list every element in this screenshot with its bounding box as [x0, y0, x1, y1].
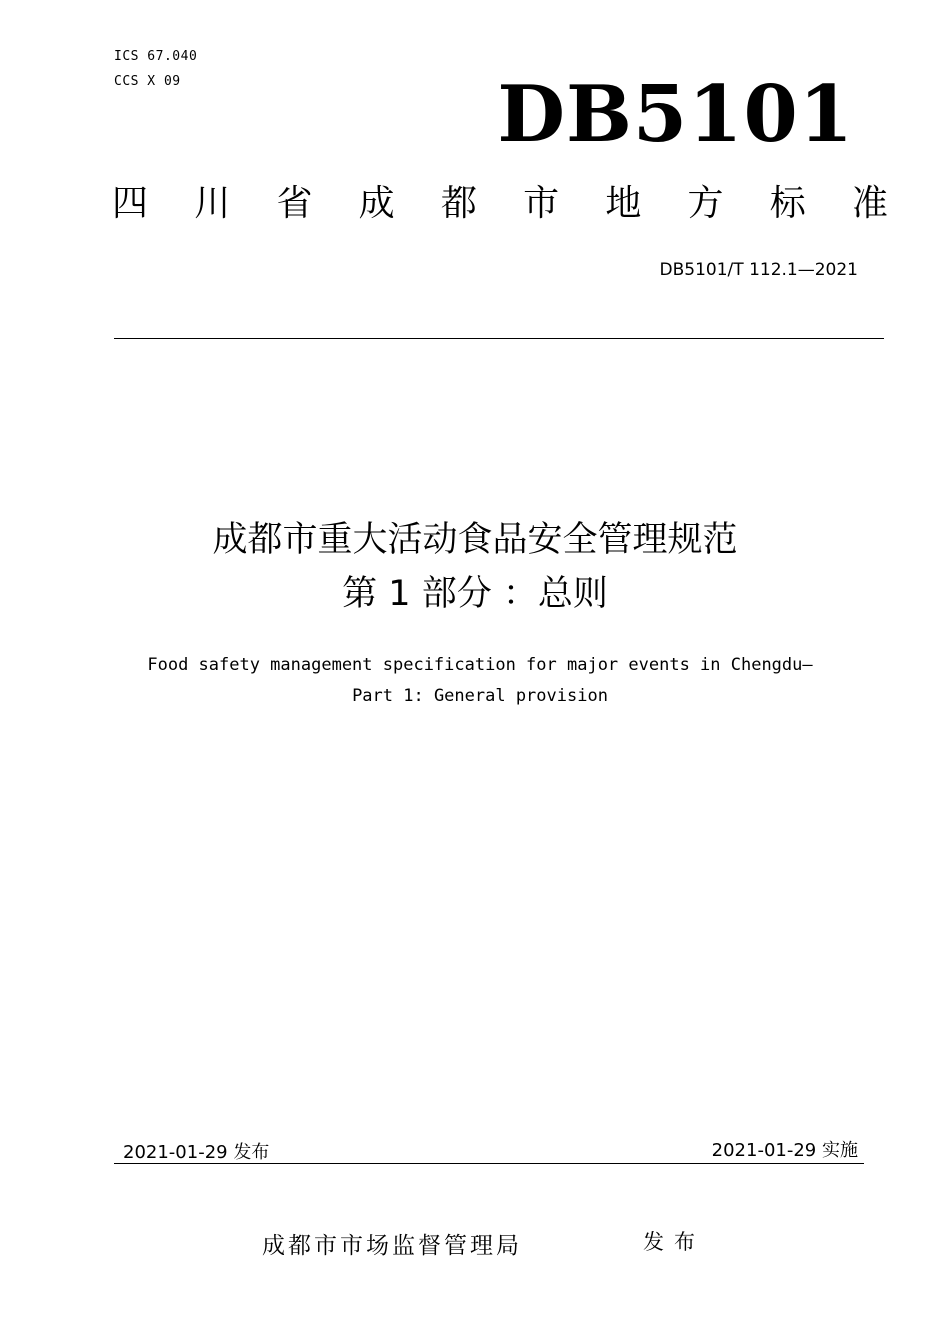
- standard-type-char: 成: [358, 183, 395, 224]
- standard-type-char: 都: [440, 183, 477, 224]
- issue-date: 2021-01-29 发布: [123, 1142, 270, 1163]
- standard-type-char: 地: [605, 183, 642, 224]
- standard-type-char: 四: [112, 183, 149, 224]
- standard-type-char: 省: [276, 183, 313, 224]
- header-divider: [114, 338, 884, 339]
- publisher-name: 成都市市场监督管理局: [262, 1233, 522, 1259]
- ccs-code: CCS X 09: [114, 74, 181, 89]
- standard-type-char: 市: [523, 183, 560, 224]
- standard-number: DB5101/T 112.1—2021: [659, 260, 858, 280]
- standard-type-char: 准: [851, 183, 888, 224]
- standard-type-char: 川: [194, 183, 231, 224]
- publish-label: 发布: [643, 1230, 705, 1254]
- standard-type-heading: [112, 183, 888, 224]
- title-english-line1: Food safety management specification for major events in Chengdu—: [147, 655, 813, 675]
- title-chinese-line2: 第 1 部分 ：总则: [342, 574, 608, 614]
- footer-divider: [114, 1163, 864, 1164]
- db-code-heading: DB5101: [497, 69, 854, 160]
- standard-type-char: 标: [769, 183, 806, 224]
- ics-code: ICS 67.040: [114, 49, 198, 64]
- implementation-date: 2021-01-29 实施: [711, 1140, 858, 1161]
- title-chinese-line1: 成都市重大活动食品安全管理规范: [212, 520, 738, 560]
- standard-type-char: 方: [687, 183, 724, 224]
- title-english-line2: Part 1: General provision: [352, 686, 608, 706]
